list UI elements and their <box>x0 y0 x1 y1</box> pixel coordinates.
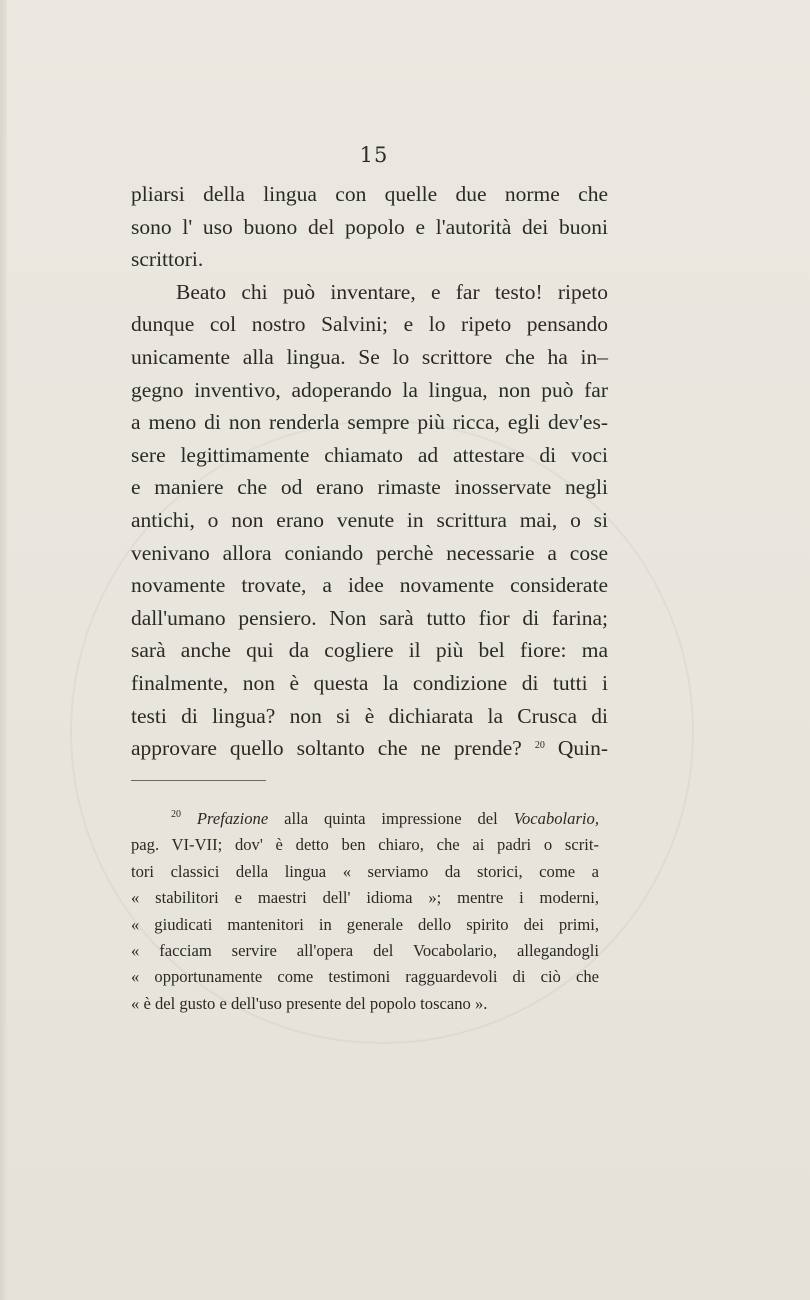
footnote-line: tori classici della lingua « serviamo da storici, come a <box>131 861 599 881</box>
footnote-line: « è del gusto e dell'uso presente del popolo toscano ». <box>131 993 488 1013</box>
text-line: gegno inventivo, adoperando la lingua, non può far <box>131 377 608 402</box>
footnote-title: Prefazione <box>196 809 269 828</box>
footnote-work: Vocabolario, <box>513 809 599 828</box>
text-line: a meno di non renderla sempre più ricca, egli dev'es- <box>131 410 608 435</box>
last-line-tail: Quin- <box>557 736 608 761</box>
text-line: pliarsi della lingua con quelle due norme che <box>131 182 608 206</box>
footnote-line: « giudicati mantenitori in generale dello spirito dei primi, <box>131 914 599 934</box>
footnote-title-rest: alla quinta impressione del <box>268 809 514 828</box>
text-line: finalmente, non è questa la condizione di tutti i <box>131 670 608 695</box>
page-number: 15 <box>359 143 389 167</box>
text-line-last <box>131 732 608 765</box>
text-line: venivano allora coniando perchè necessarie a cose <box>131 540 608 565</box>
text-line: novamente trovate, a idee novamente considerate <box>131 573 608 598</box>
text-line: Beato chi può inventare, e far testo! ripeto <box>176 279 608 304</box>
text-line: unicamente alla lingua. Se lo scrittore che ha in– <box>131 344 608 369</box>
text-line: testi di lingua? non si è dichiarata la Crusca di <box>131 703 608 728</box>
footnote-line: « stabilitori e maestri dell' idioma »; mentre i moderni, <box>131 888 599 908</box>
footnote-line: pag. VI-VII; dov' è detto ben chiaro, che ai padri o scrit- <box>131 835 599 855</box>
text-line: dunque col nostro Salvini; e lo ripeto pensando <box>131 312 608 337</box>
footnote-rule <box>131 780 266 781</box>
last-line-text: approvare quello soltanto che ne prende? <box>131 736 522 761</box>
body-text <box>131 178 608 765</box>
footnote-line: « opportunamente come testimoni ragguardevoli di ciò che <box>131 967 599 987</box>
text-line: sarà anche qui da cogliere il più bel fiore: ma <box>131 638 608 663</box>
footnote-number: 20 <box>171 809 181 820</box>
text-line: scrittori. <box>131 247 204 272</box>
text-line: sono l' uso buono del popolo e l'autorità dei buoni <box>131 214 608 239</box>
page-edge <box>0 0 7 1300</box>
text-line: e maniere che od erano rimaste inosservate negli <box>131 475 608 500</box>
text-line: sere legittimamente chiamato ad attestare di voci <box>131 442 608 467</box>
footnote-first-line <box>131 806 599 832</box>
footnote-ref-marker: 20 <box>534 740 545 752</box>
text-line: antichi, o non erano venute in scrittura mai, o si <box>131 507 608 532</box>
footnote <box>131 806 599 1017</box>
text-line: dall'umano pensiero. Non sarà tutto fior di farina; <box>131 605 608 630</box>
footnote-line: « facciam servire all'opera del Vocabolario, allegandogli <box>131 940 599 960</box>
